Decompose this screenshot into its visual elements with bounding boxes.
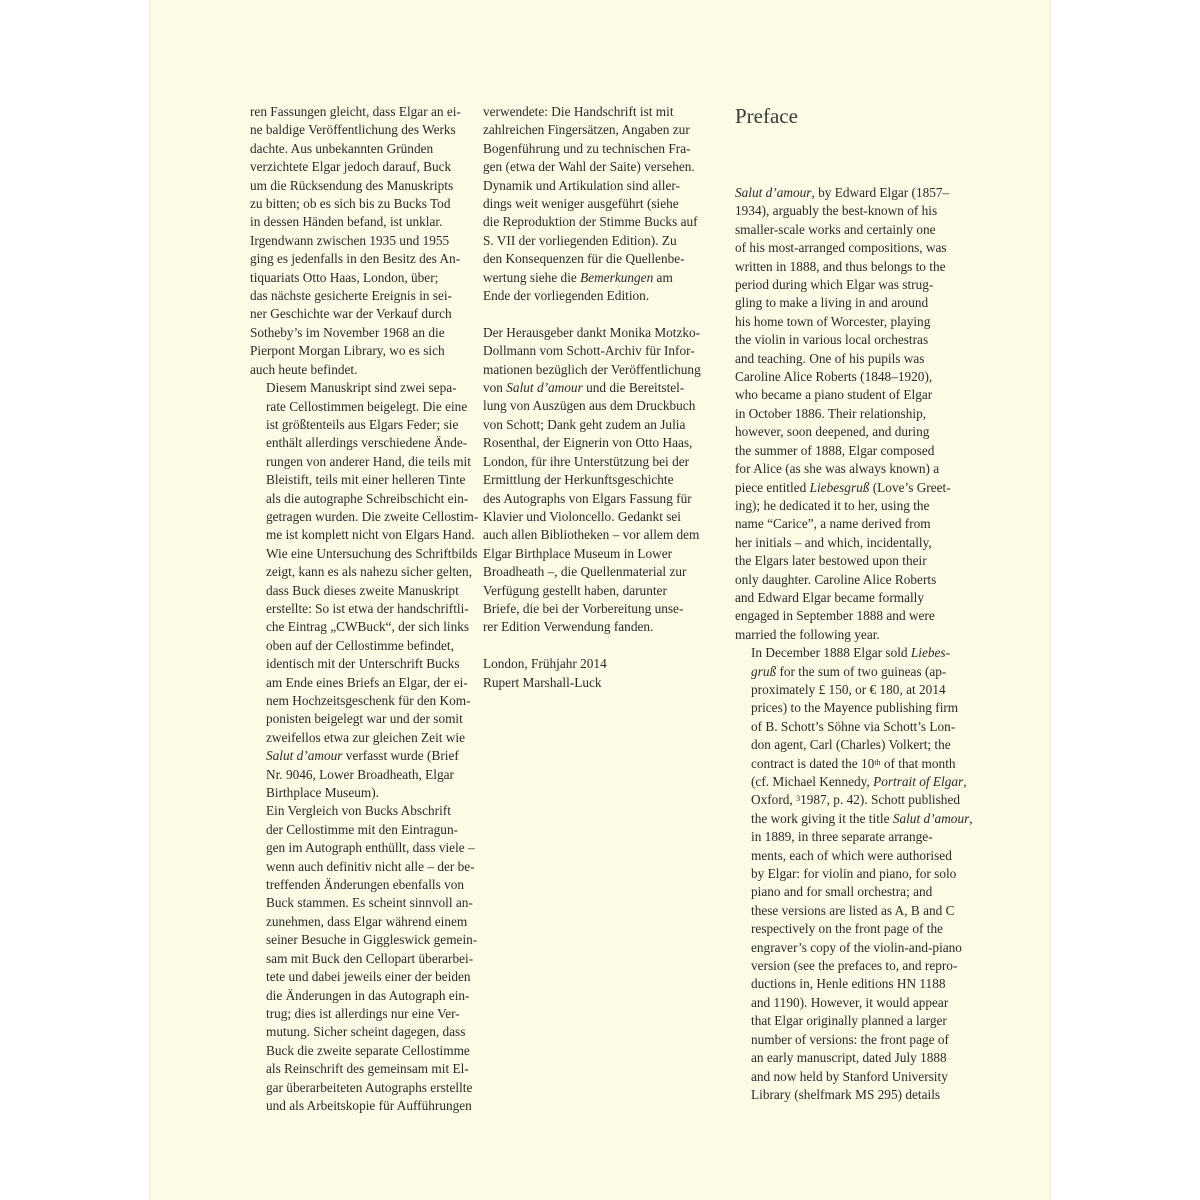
text-line: in dessen Händen befand, ist unklar. [250,214,443,230]
text-line: London, für ihre Unterstützung bei der [483,453,690,469]
text-line: um die Rücksendung des Manuskripts [250,177,454,193]
text-line: enthält allerdings verschiedene Ände- [266,435,468,451]
text-line: Buck die zweite separate Cellostimme [266,1042,470,1058]
text-line: these versions are listed as A, B and C [751,902,955,918]
text-line: seiner Besuche in Giggleswick gemein- [266,932,478,948]
text-line: S. VII der vorliegenden Edition). Zu [483,232,677,248]
text-line: nem Hochzeitsgeschenk für den Kom- [266,693,471,708]
text-line: der Cellostimme mit den Eintragun- [266,821,459,837]
text-line: ductions in, Henle editions HN 1188 [751,976,946,992]
text-line: Pierpont Morgan Library, wo es sich [250,343,445,359]
signature-place-date: London, Frühjahr 2014 [483,656,607,672]
text-line: ne baldige Veröffentlichung des Werks [250,122,456,138]
text-line: als die autographe Schreibschicht ein- [266,490,469,506]
text-line: identisch mit der Unterschrift Bucks [266,656,460,672]
text-line: rer Edition Verwendung fanden. [483,619,654,635]
text-line: gar überarbeiteten Autographs erstellte [266,1079,473,1095]
text-line: Briefe, die bei der Vorbereitung unse- [483,600,684,616]
text-line: engraver’s copy of the violin-and-piano [751,939,962,955]
text-line: wertung siehe die Bemerkungen am [483,269,673,285]
text-line: Buck stammen. Es scheint sinnvoll an- [266,895,473,911]
text-line: the work giving it the title Salut d’amour, [751,810,973,826]
text-line: an early manuscript, dated July 1888 [751,1050,947,1066]
text-line: Bogenführung und zu technischen Fra- [483,140,691,156]
text-line: contract is dated the 10th of that month [751,755,956,771]
text-line: engaged in September 1888 and were [735,608,935,624]
text-line: Wie eine Untersuchung des Schriftbilds [266,545,478,561]
text-line: of his most-arranged compositions, was [735,240,947,256]
text-line: Ende der vorliegenden Edition. [483,288,650,304]
text-line: den Konsequenzen für die Quellenbe- [483,251,685,267]
text-line: Salut d’amour, by Edward Elgar (1857– [735,185,950,200]
text-line: verwendete: Die Handschrift ist mit [483,104,674,119]
text-line: Oxford, $^3$1987, p. 42). Schott published [751,792,960,808]
text-line: zunehmen, dass Elgar während einem [266,913,468,929]
text-line: erstellte: So ist etwa der handschriftli- [266,600,469,616]
text-line: In December 1888 Elgar sold Liebes- [751,645,951,661]
text-line: only daughter. Caroline Alice Roberts [735,571,937,587]
text-line: ren Fassungen gleicht, dass Elgar an ei- [250,104,461,119]
text-line: am Ende eines Briefs an Elgar, der ei- [266,674,468,690]
text-line: and Edward Elgar became formally [735,589,925,605]
text-line: the Elgars later bestowed upon their [735,553,927,569]
english-preface-column [735,103,973,1104]
text-line: gen (etwa der Wahl der Saite) versehen. [483,159,695,175]
text-line: piece entitled Liebesgruß (Love’s Greet- [735,479,951,495]
document-page [150,0,1050,1200]
text-line: by Elgar: for violin and piano, for solo [751,866,957,882]
text-line: Verfügung gestellt haben, darunter [483,582,667,598]
text-line: don agent, Carl (Charles) Volkert; the [751,737,951,753]
text-line: verzichtete Elgar jedoch darauf, Buck [250,159,452,175]
text-line: respectively on the front page of the [751,921,943,937]
text-line: that Elgar originally planned a larger [751,1013,947,1029]
text-line: zu bitten; ob es sich bis zu Bucks Tod [250,196,451,212]
paragraph [735,184,965,644]
text-line: Ein Vergleich von Bucks Abschrift [266,803,451,819]
text-line: Klavier und Violoncello. Gedankt sei [483,508,681,524]
text-line: name “Carice”, a name derived from [735,516,931,532]
text-line: Irgendwann zwischen 1935 und 1955 [250,232,450,248]
text-line: Broadheath –, die Quellenmaterial zur [483,564,687,580]
text-line: ner Geschichte war der Verkauf durch [250,306,452,322]
text-line: lung von Auszügen aus dem Druckbuch [483,398,696,414]
text-line: treffenden Änderungen ebenfalls von [266,877,465,893]
text-line: Bleistift, teils mit einer helleren Tinte [266,472,466,488]
text-line: gen im Autograph enthüllt, dass viele – [266,840,475,856]
text-line: Dollmann vom Schott-Archiv für Infor- [483,343,695,359]
text-line: and now held by Stanford University [751,1068,948,1084]
text-line: mationen bezüglich der Veröffentlichung [483,361,701,377]
text-line: zahlreichen Fingersätzen, Angaben zur [483,122,690,138]
text-line: gling to make a living in and around [735,295,929,311]
text-line: die Reproduktion der Stimme Bucks auf [483,214,698,230]
paragraph [250,802,482,1115]
text-line: who became a piano student of Elgar [735,387,933,403]
text-line: Library (shelfmark MS 295) details [751,1086,941,1102]
text-line: auch allen Bibliotheken – vor allem dem [483,527,700,543]
text-line: oben auf der Cellostimme befindet, [266,637,454,653]
text-line: als Reinschrift des gemeinsam mit El- [266,1061,469,1077]
text-line: Der Herausgeber dankt Monika Motzko- [483,324,701,340]
text-line: dings weit weniger ausgeführt (siehe [483,196,679,212]
text-line: getragen wurden. Die zweite Cellostim- [266,508,479,524]
text-line: and 1190). However, it would appear [751,994,949,1010]
preface-heading: Preface [735,104,798,128]
paragraph [735,644,973,1104]
text-line: tiquariats Otto Haas, London, über; [250,269,439,285]
acknowledgements-paragraph [483,324,719,637]
text-line: for Alice (as she was always known) a [735,461,940,477]
text-line: Sotheby’s im November 1968 an die [250,324,445,340]
text-line: dachte. Aus unbekannten Gründen [250,140,434,156]
text-line: die Änderungen in das Autograph ein- [266,987,470,1003]
text-line: of B. Schott’s Söhne via Schott’s Lon- [751,718,956,734]
german-text-column-left [250,103,482,1115]
text-line: Ermittlung der Herkunftsgeschichte [483,472,674,488]
text-line: sam mit Buck den Cellopart überarbei- [266,950,474,966]
text-line: prices) to the Mayence publishing firm [751,700,959,716]
text-line: the violin in various local orchestras [735,332,929,348]
text-line: mutung. Sicher scheint dagegen, dass [266,1024,466,1040]
text-line: Elgar Birthplace Museum in Lower [483,545,673,561]
text-line: von Salut d’amour und die Bereitstel- [483,380,685,396]
text-line: his home town of Worcester, playing [735,313,931,329]
text-line: her initials – and which, incidentally, [735,534,932,550]
text-line: auch heute befindet. [250,361,358,377]
text-line: Nr. 9046, Lower Broadheath, Elgar [266,766,454,782]
text-line: von Schott; Dank geht zudem an Julia [483,416,686,432]
text-line: trug; dies ist allerdings nur eine Ver- [266,1005,460,1021]
text-line: ist größtenteils aus Elgars Feder; sie [266,416,459,432]
text-line: piano and for small orchestra; and [751,884,933,900]
text-line: married the following year. [735,626,880,642]
text-line: ing); he dedicated it to her, using the [735,497,930,513]
text-line: ponisten beigelegt war und der somit [266,711,463,727]
text-line: Diesem Manuskript sind zwei sepa- [266,380,457,396]
text-line: however, soon deepened, and during [735,424,930,440]
text-line: number of versions: the front page of [751,1031,949,1047]
text-line: period during which Elgar was strug- [735,277,934,293]
text-line: and teaching. One of his pupils was [735,350,925,366]
text-line: dass Buck dieses zweite Manuskript [266,582,459,598]
signature-name: Rupert Marshall-Luck [483,674,602,690]
text-line: des Autographs von Elgars Fassung für [483,490,692,506]
signature-block [483,655,719,692]
german-text-column-middle [483,103,719,692]
text-line: das nächste gesicherte Ereignis in sei- [250,288,452,304]
text-line: 1934), arguably the best-known of his [735,203,938,219]
text-line: rungen von anderer Hand, die teils mit [266,453,471,469]
text-line: wenn auch definitiv nicht alle – der be- [266,858,475,874]
paragraph [483,103,719,305]
text-line: Salut d’amour verfasst wurde (Brief [266,748,459,764]
text-line: Birthplace Museum). [266,785,379,801]
text-line: Rosenthal, der Eignerin von Otto Haas, [483,435,693,451]
text-line: Caroline Alice Roberts (1848–1920), [735,369,933,385]
text-line: written in 1888, and thus belongs to the [735,258,946,274]
text-line: me ist komplett nicht von Elgars Hand. [266,527,475,543]
text-line: (cf. Michael Kennedy, Portrait of Elgar, [751,774,967,789]
text-line: zweifellos etwa zur gleichen Zeit wie [266,729,465,745]
text-line: in October 1886. Their relationship, [735,405,927,421]
text-line: tete und dabei jeweils einer der beiden [266,969,471,985]
text-line: zeigt, kann es als nahezu sicher gelten, [266,564,473,580]
text-line: proximately £ 150, or € 180, at 2014 [751,681,946,697]
text-line: Dynamik und Artikulation sind aller- [483,177,680,193]
paragraph [250,379,482,802]
text-line: smaller-scale works and certainly one [735,221,936,237]
text-line: ments, each of which were authorised [751,847,952,863]
text-line: gruß for the sum of two guineas (ap- [751,663,947,679]
paragraph [250,103,482,379]
text-line: version (see the prefaces to, and repro- [751,958,958,974]
text-line: the summer of 1888, Elgar composed [735,442,935,458]
text-line: und als Arbeitskopie für Aufführungen [266,1097,472,1113]
text-line: ging es jedenfalls in den Besitz des An- [250,251,461,267]
text-line: che Eintrag „CWBuck“, der sich links [266,619,470,635]
text-line: rate Cellostimmen beigelegt. Die eine [266,398,468,414]
text-line: in 1889, in three separate arrange- [751,829,933,845]
